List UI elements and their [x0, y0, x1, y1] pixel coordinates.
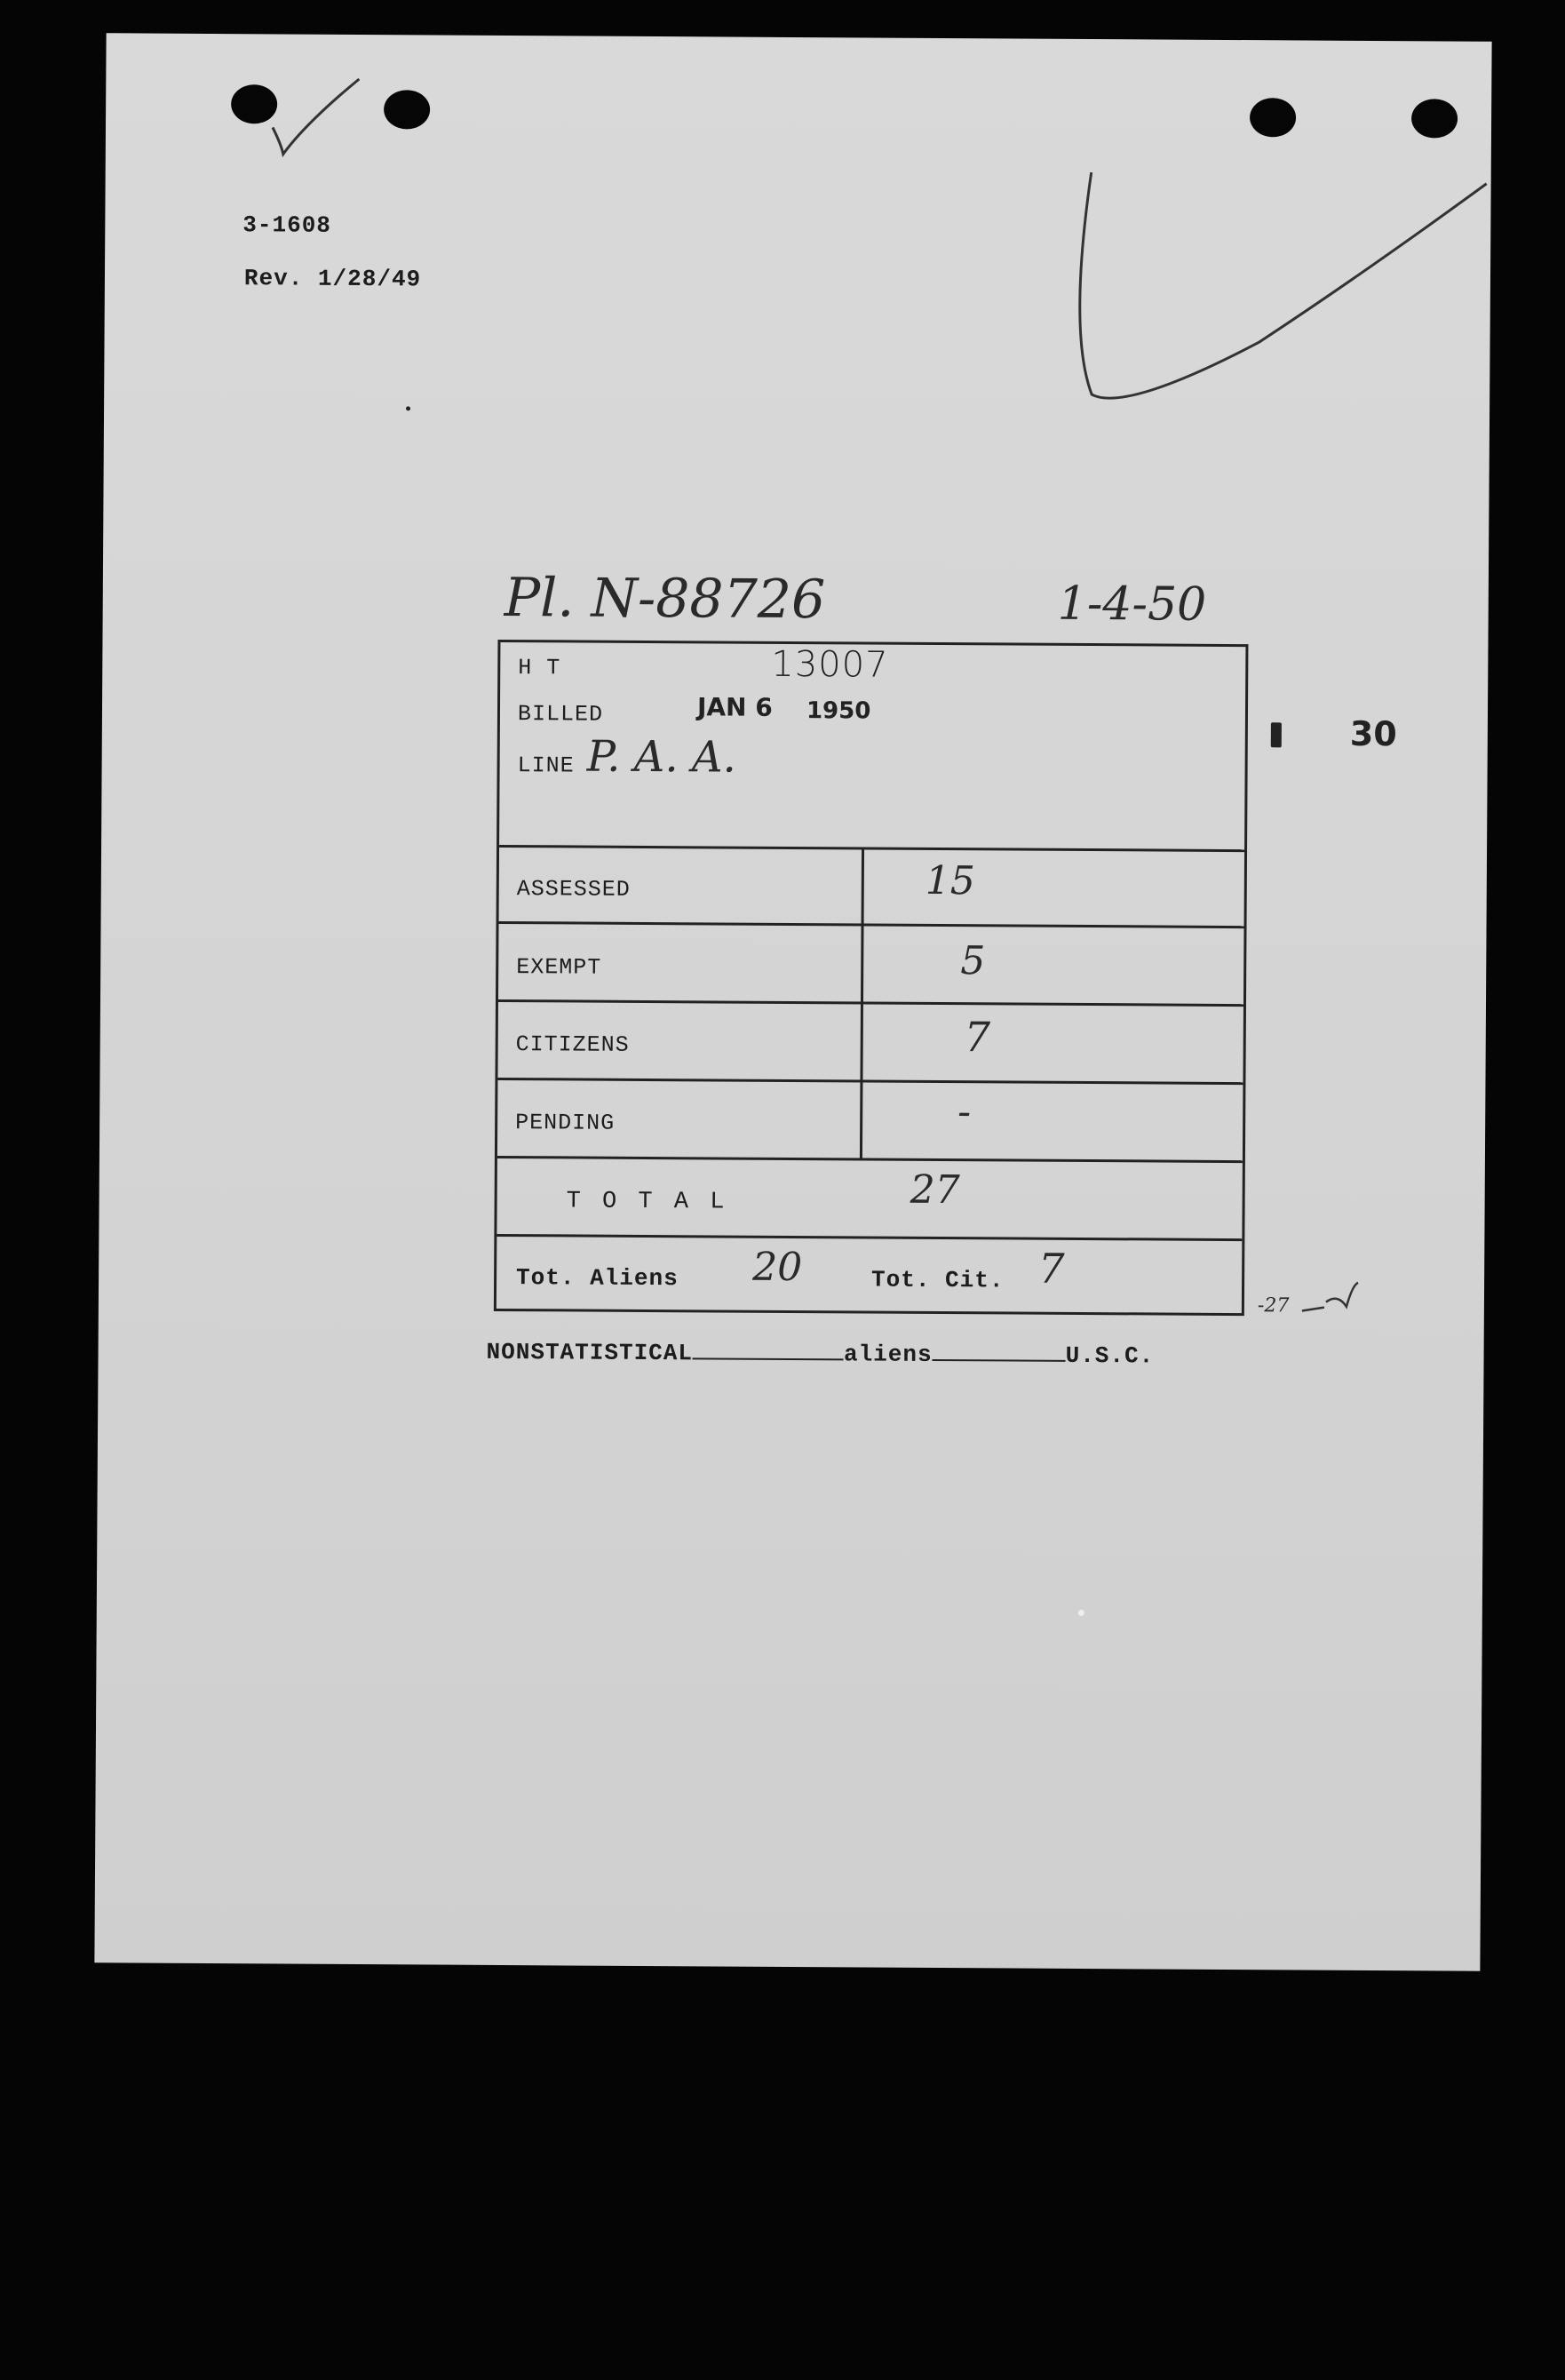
citizens-label: CITIZENS — [515, 1031, 630, 1058]
aliens-blank — [933, 1340, 1066, 1362]
nonstatistical-blank — [693, 1338, 844, 1360]
tot-aliens-label: Tot. Aliens — [516, 1264, 679, 1293]
handwritten-file-number: Pl. N-88726 — [504, 567, 826, 632]
side-handwritten-mark: -27 — [1257, 1294, 1290, 1317]
punch-hole-left-2 — [384, 90, 430, 129]
table-rule — [499, 845, 1244, 852]
form-number: 3-1608 — [242, 211, 332, 239]
assessed-value: 15 — [925, 857, 975, 904]
exempt-value: 5 — [960, 938, 986, 984]
aliens-label: aliens — [843, 1341, 933, 1368]
line-label: LINE — [517, 752, 575, 779]
handwritten-date: 1-4-50 — [1057, 577, 1207, 632]
exempt-label: EXEMPT — [516, 954, 602, 981]
small-check-mark-icon — [273, 78, 360, 155]
paper-speck — [406, 406, 410, 410]
punch-hole-right-2 — [1411, 99, 1458, 138]
line-handwritten-value: P. A. A. — [586, 731, 737, 783]
form-revision: Rev. 1/28/49 — [243, 265, 422, 293]
tot-aliens-value: 20 — [752, 1244, 803, 1291]
billed-date-stamp: JAN 6 — [696, 692, 773, 722]
table-rule — [498, 999, 1243, 1007]
usc-label: U.S.C. — [1065, 1341, 1155, 1370]
table-rule — [499, 921, 1244, 928]
total-value: 27 — [910, 1166, 960, 1214]
table-rule — [497, 1156, 1243, 1163]
total-label: T O T A L — [566, 1188, 728, 1216]
document-page — [94, 33, 1491, 1970]
side-stamp-number: 30 — [1349, 713, 1397, 754]
nonstatistical-label: NONSTATISTICAL — [486, 1338, 694, 1367]
side-ink-speck — [1271, 722, 1282, 747]
paper-speck — [1078, 1610, 1084, 1616]
statistics-form-table — [494, 640, 1249, 1316]
assessed-label: ASSESSED — [516, 876, 631, 903]
billed-year-stamp: 1950 — [806, 697, 871, 725]
table-rule — [497, 1078, 1243, 1085]
pending-value: - — [957, 1089, 972, 1135]
ht-number-stamp: 13007 — [771, 643, 889, 686]
pending-label: PENDING — [515, 1110, 616, 1136]
ht-label: H T — [518, 655, 561, 681]
tot-cit-label: Tot. Cit. — [871, 1266, 1005, 1294]
punch-hole-right-1 — [1250, 98, 1296, 137]
punch-hole-left-1 — [231, 84, 277, 123]
large-check-mark-icon — [1079, 172, 1487, 401]
table-ink-mark — [1302, 1283, 1358, 1311]
nonstatistical-line — [486, 1337, 1154, 1370]
citizens-value: 7 — [964, 1013, 991, 1062]
table-rule — [497, 1234, 1242, 1241]
billed-label: BILLED — [517, 701, 604, 728]
tot-cit-value: 7 — [1038, 1244, 1065, 1293]
